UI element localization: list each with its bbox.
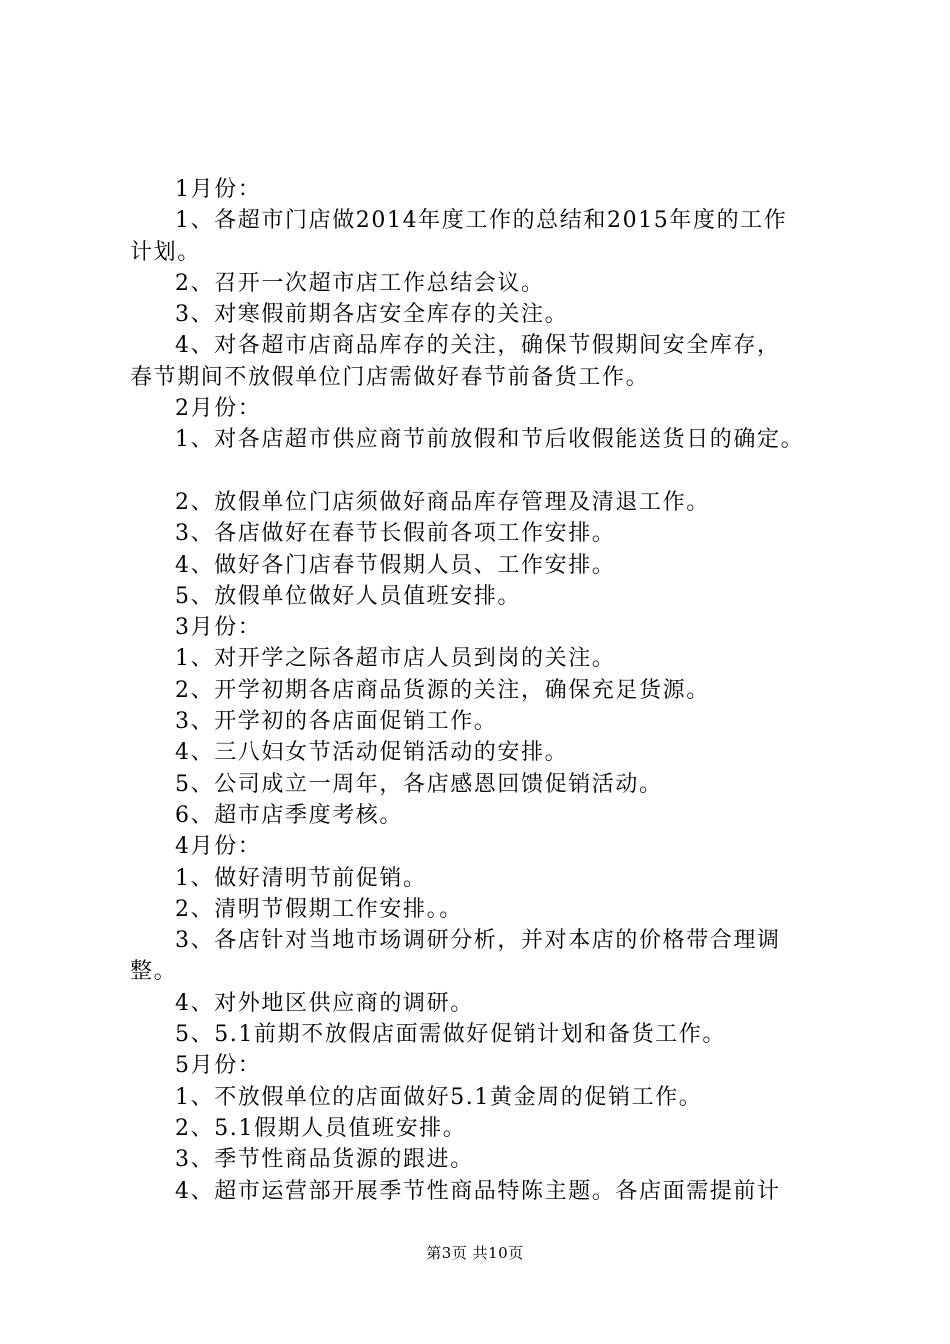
text-line: 3、开学初的各店面促销工作。 — [175, 709, 498, 735]
text-line: 4月份： — [175, 834, 262, 860]
document-body — [130, 174, 850, 1207]
text-line: 6、超市店季度考核。 — [175, 802, 403, 828]
text-line: 2、开学初期各店商品货源的关注，确保充足货源。 — [175, 677, 710, 703]
page-footer: 第3页 共10页 — [426, 1244, 524, 1262]
text-line: 3、各店针对当地市场调研分析，并对本店的价格带合理调 — [175, 928, 781, 954]
text-line: 1、做好清明节前促销。 — [175, 865, 427, 891]
text-line: 计划。 — [130, 239, 201, 265]
text-line: 1、各超市门店做2014年度工作的总结和2015年度的工作 — [175, 208, 788, 234]
text-line: 1、对各店超市供应商节前放假和节后收假能送货日的确定。 — [175, 427, 805, 453]
text-line: 4、三八妇女节活动促销活动的安排。 — [175, 740, 569, 766]
blank-line — [130, 456, 850, 487]
text-line: 3月份： — [175, 615, 262, 641]
text-line: 整。 — [130, 959, 178, 985]
text-line: 3、对寒假前期各店安全库存的关注。 — [175, 302, 569, 328]
text-line: 2、放假单位门店须做好商品库存管理及清退工作。 — [175, 489, 710, 515]
text-line: 4、超市运营部开展季节性商品特陈主题。各店面需提前计 — [175, 1178, 781, 1204]
text-line: 5月份： — [175, 1053, 262, 1079]
text-line: 5、5.1前期不放假店面需做好促销计划和备货工作。 — [175, 1022, 726, 1048]
text-line: 4、做好各门店春节假期人员、工作安排。 — [175, 552, 616, 578]
text-line: 5、公司成立一周年，各店感恩回馈促销活动。 — [175, 771, 663, 797]
text-line: 4、对各超市店商品库存的关注，确保节假期间安全库存， — [175, 333, 781, 359]
text-line: 2、5.1假期人员值班安排。 — [175, 1115, 467, 1141]
text-line: 3、各店做好在春节长假前各项工作安排。 — [175, 521, 616, 547]
text-line: 4、对外地区供应商的调研。 — [175, 990, 474, 1016]
text-line: 3、季节性商品货源的跟进。 — [175, 1147, 474, 1173]
text-line: 春节期间不放假单位门店需做好春节前备货工作。 — [130, 364, 650, 390]
text-line: 1、对开学之际各超市店人员到岗的关注。 — [175, 646, 616, 672]
text-line: 1月份： — [175, 177, 262, 202]
text-line: 2、召开一次超市店工作总结会议。 — [175, 270, 545, 296]
text-line: 2、清明节假期工作安排。。 — [175, 896, 463, 922]
text-line: 5、放假单位做好人员值班安排。 — [175, 583, 521, 609]
text-line: 2月份： — [175, 396, 262, 422]
text-line: 1、不放假单位的店面做好5.1黄金周的促销工作。 — [175, 1084, 703, 1110]
